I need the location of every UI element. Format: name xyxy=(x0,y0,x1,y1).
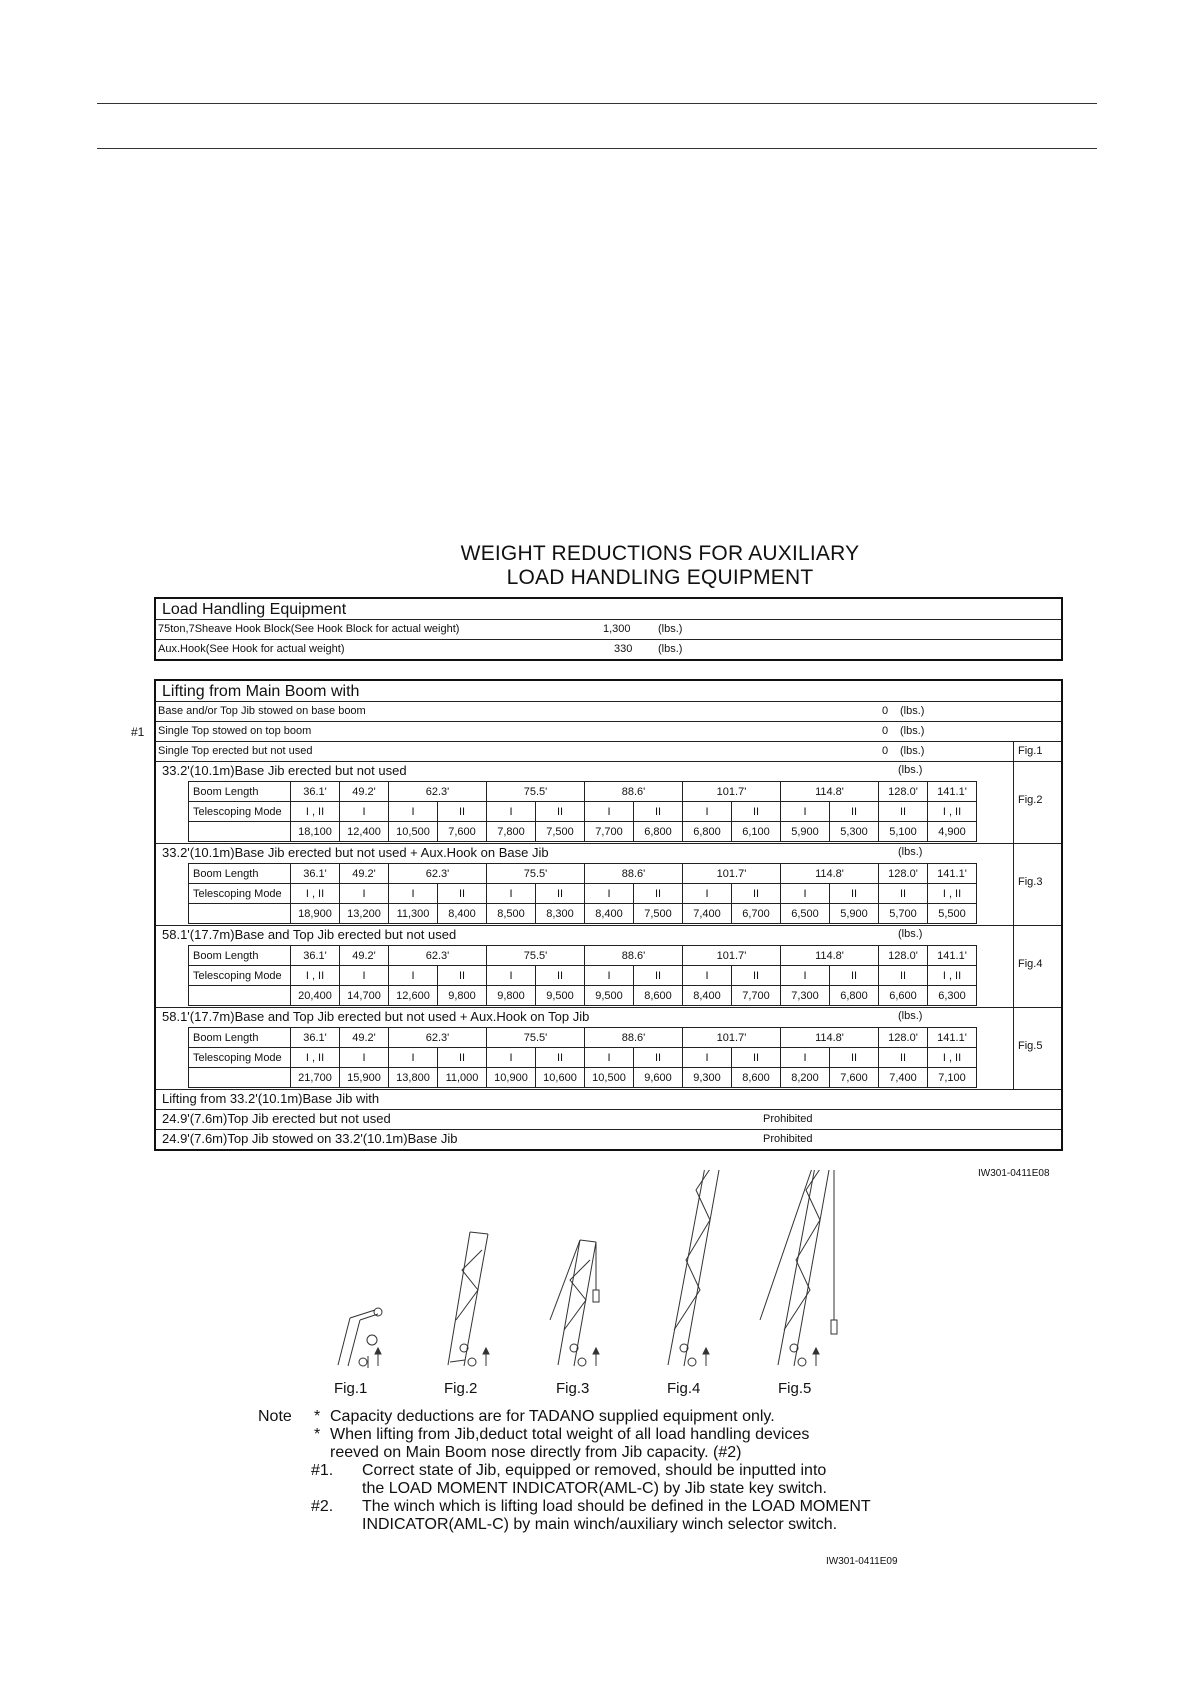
boom-length-cell: 36.1' xyxy=(291,782,340,802)
fig-label: Fig.4 xyxy=(1018,958,1043,970)
mode-cell: I xyxy=(389,1048,438,1068)
fig-name-4: Fig.4 xyxy=(667,1380,701,1397)
boom-length-cell: 114.8' xyxy=(781,864,879,884)
crane-figures xyxy=(300,1170,900,1390)
mode-cell: I xyxy=(487,966,536,986)
boom-length-cell: 114.8' xyxy=(781,946,879,966)
boom-length-row xyxy=(189,864,977,884)
value-cell: 6,700 xyxy=(732,904,781,924)
boom-length-cell: 88.6' xyxy=(585,782,683,802)
fig-name-5: Fig.5 xyxy=(778,1380,812,1397)
value-cell: 8,400 xyxy=(585,904,634,924)
boom-length-cell: 36.1' xyxy=(291,864,340,884)
top-rule xyxy=(97,103,1097,104)
value-cell: 9,600 xyxy=(634,1068,683,1088)
main-boom-header: Lifting from Main Boom with xyxy=(156,681,1061,702)
boom-length-cell: 114.8' xyxy=(781,1028,879,1048)
boom-length-row xyxy=(189,946,977,966)
main-boom-row xyxy=(156,702,1061,722)
value-cell: 7,300 xyxy=(781,986,830,1006)
base-jib-header-row xyxy=(156,1090,1061,1110)
main-boom-unit: (lbs.) xyxy=(900,745,925,757)
boom-length-cell: 36.1' xyxy=(291,946,340,966)
value-cell: 12,600 xyxy=(389,986,438,1006)
mode-cell: I xyxy=(487,802,536,822)
value-label-blank xyxy=(189,904,291,924)
fig3-drawing xyxy=(550,1240,599,1366)
fig4-drawing xyxy=(668,1170,724,1366)
boom-length-cell: 49.2' xyxy=(340,946,389,966)
value-cell: 5,100 xyxy=(879,822,928,842)
mode-cell: I , II xyxy=(928,884,977,904)
fig-name-2: Fig.2 xyxy=(444,1380,478,1397)
main-boom-label: Single Top erected but not used xyxy=(158,745,313,757)
section-unit: (lbs.) xyxy=(898,1010,923,1022)
mode-cell: I xyxy=(585,966,634,986)
mode-cell: I xyxy=(683,802,732,822)
note-mark: * xyxy=(314,1408,321,1425)
boom-length-label: Boom Length xyxy=(189,864,291,884)
value-cell: 8,400 xyxy=(438,904,487,924)
value-label-blank xyxy=(189,986,291,1006)
value-cell: 7,700 xyxy=(732,986,781,1006)
value-cell: 7,500 xyxy=(536,822,585,842)
mode-cell: II xyxy=(438,802,487,822)
mode-cell: I xyxy=(781,802,830,822)
mode-cell: I , II xyxy=(928,802,977,822)
boom-length-label: Boom Length xyxy=(189,946,291,966)
note-line: When lifting from Jib,deduct total weight of all load handling devices xyxy=(330,1426,810,1443)
value-cell: 6,500 xyxy=(781,904,830,924)
mode-cell: II xyxy=(438,884,487,904)
main-boom-value: 0 xyxy=(882,705,889,717)
value-cell: 9,800 xyxy=(487,986,536,1006)
main-boom-unit: (lbs.) xyxy=(900,725,925,737)
boom-length-cell: 75.5' xyxy=(487,946,585,966)
boom-length-row xyxy=(189,782,977,802)
boom-length-cell: 62.3' xyxy=(389,946,487,966)
telescoping-mode-label: Telescoping Mode xyxy=(189,966,291,986)
capacity-section xyxy=(156,762,1061,844)
base-jib-value: Prohibited xyxy=(763,1133,813,1145)
mode-cell: II xyxy=(732,966,781,986)
mode-cell: II xyxy=(634,884,683,904)
value-cell: 8,300 xyxy=(536,904,585,924)
value-cell: 5,900 xyxy=(830,904,879,924)
mode-cell: I xyxy=(340,884,389,904)
document-code-1: IW301-0411E08 xyxy=(978,1168,1050,1179)
base-jib-header: Lifting from 33.2'(10.1m)Base Jib with xyxy=(162,1091,380,1106)
mode-cell: II xyxy=(879,802,928,822)
value-cell: 18,900 xyxy=(291,904,340,924)
value-cell: 7,600 xyxy=(830,1068,879,1088)
mode-cell: I xyxy=(585,802,634,822)
value-cell: 6,100 xyxy=(732,822,781,842)
main-boom-box xyxy=(154,679,1063,1151)
boom-length-cell: 128.0' xyxy=(879,782,928,802)
base-jib-row xyxy=(156,1130,1061,1149)
fig-label: Fig.1 xyxy=(1018,745,1043,757)
note-line: reeved on Main Boom nose directly from Jib capacity. (#2) xyxy=(330,1444,742,1461)
value-label-blank xyxy=(189,1068,291,1088)
mode-cell: II xyxy=(879,966,928,986)
value-cell: 10,900 xyxy=(487,1068,536,1088)
value-cell: 5,300 xyxy=(830,822,879,842)
main-boom-unit: (lbs.) xyxy=(900,705,925,717)
capacity-table xyxy=(188,945,977,1006)
mode-cell: I , II xyxy=(291,884,340,904)
mode-cell: II xyxy=(536,884,585,904)
boom-length-cell: 141.1' xyxy=(928,1028,977,1048)
value-cell: 6,800 xyxy=(830,986,879,1006)
mode-cell: II xyxy=(536,1048,585,1068)
boom-length-cell: 114.8' xyxy=(781,782,879,802)
value-cell: 9,500 xyxy=(585,986,634,1006)
mode-cell: I xyxy=(487,1048,536,1068)
boom-length-cell: 36.1' xyxy=(291,1028,340,1048)
section-title: 58.1'(17.7m)Base and Top Jib erected but not used + Aux.Hook on Top Jib xyxy=(162,1009,590,1024)
boom-length-cell: 62.3' xyxy=(389,782,487,802)
value-cell: 10,600 xyxy=(536,1068,585,1088)
value-cell: 4,900 xyxy=(928,822,977,842)
value-cell: 8,400 xyxy=(683,986,732,1006)
value-cell: 15,900 xyxy=(340,1068,389,1088)
value-cell: 7,600 xyxy=(438,822,487,842)
telescoping-mode-row xyxy=(189,966,977,986)
value-cell: 7,800 xyxy=(487,822,536,842)
mode-cell: I xyxy=(340,802,389,822)
boom-length-cell: 62.3' xyxy=(389,1028,487,1048)
equipment-row xyxy=(156,640,1061,659)
value-cell: 5,900 xyxy=(781,822,830,842)
value-cell: 7,400 xyxy=(683,904,732,924)
mode-cell: I xyxy=(585,884,634,904)
mode-cell: II xyxy=(634,802,683,822)
value-cell: 7,400 xyxy=(879,1068,928,1088)
value-cell: 13,200 xyxy=(340,904,389,924)
boom-length-cell: 141.1' xyxy=(928,864,977,884)
value-cell: 21,700 xyxy=(291,1068,340,1088)
capacity-table xyxy=(188,781,977,842)
mode-cell: II xyxy=(830,802,879,822)
note-mark: #1. xyxy=(311,1462,334,1479)
telescoping-mode-label: Telescoping Mode xyxy=(189,884,291,904)
telescoping-mode-row xyxy=(189,884,977,904)
equipment-unit: (lbs.) xyxy=(658,643,683,655)
main-boom-row xyxy=(156,722,1061,742)
main-boom-value: 0 xyxy=(882,745,889,757)
note-line: Capacity deductions are for TADANO supplied equipment only. xyxy=(330,1408,775,1425)
mode-cell: I xyxy=(781,966,830,986)
equipment-unit: (lbs.) xyxy=(658,623,683,635)
note-line: The winch which is lifting load should be defined in the LOAD MOMENT xyxy=(362,1498,871,1515)
section-unit: (lbs.) xyxy=(898,764,923,776)
mode-cell: II xyxy=(879,884,928,904)
telescoping-mode-label: Telescoping Mode xyxy=(189,1048,291,1068)
main-boom-row xyxy=(156,742,1061,762)
note-line: INDICATOR(AML-C) by main winch/auxiliary winch selector switch. xyxy=(362,1516,838,1533)
boom-length-row xyxy=(189,1028,977,1048)
capacity-table xyxy=(188,863,977,924)
fig2-drawing xyxy=(448,1232,489,1366)
section-title: 33.2'(10.1m)Base Jib erected but not used + Aux.Hook on Base Jib xyxy=(162,845,549,860)
value-cell: 5,500 xyxy=(928,904,977,924)
value-cell: 8,500 xyxy=(487,904,536,924)
boom-length-cell: 101.7' xyxy=(683,782,781,802)
mode-cell: I , II xyxy=(291,966,340,986)
fig1-drawing xyxy=(338,1308,382,1368)
mode-cell: II xyxy=(634,1048,683,1068)
mode-cell: I xyxy=(389,802,438,822)
equipment-label: Aux.Hook(See Hook for actual weight) xyxy=(158,643,345,655)
mode-cell: I xyxy=(781,884,830,904)
mode-cell: II xyxy=(830,1048,879,1068)
mode-cell: II xyxy=(732,802,781,822)
fig-label: Fig.3 xyxy=(1018,876,1043,888)
mode-cell: II xyxy=(536,802,585,822)
capacity-section xyxy=(156,844,1061,926)
value-cell: 5,700 xyxy=(879,904,928,924)
value-cell: 9,300 xyxy=(683,1068,732,1088)
value-cell: 8,600 xyxy=(634,986,683,1006)
value-cell: 10,500 xyxy=(585,1068,634,1088)
mode-cell: II xyxy=(732,1048,781,1068)
boom-length-cell: 49.2' xyxy=(340,864,389,884)
mode-cell: I , II xyxy=(291,1048,340,1068)
boom-length-cell: 128.0' xyxy=(879,1028,928,1048)
value-cell: 7,500 xyxy=(634,904,683,924)
value-cell: 6,600 xyxy=(879,986,928,1006)
value-cell: 6,800 xyxy=(634,822,683,842)
boom-length-cell: 49.2' xyxy=(340,782,389,802)
boom-length-cell: 88.6' xyxy=(585,946,683,966)
capacity-sections xyxy=(156,762,1061,1090)
value-row xyxy=(189,1068,977,1088)
main-boom-value: 0 xyxy=(882,725,889,737)
mode-cell: I xyxy=(683,884,732,904)
boom-length-cell: 75.5' xyxy=(487,782,585,802)
boom-length-cell: 75.5' xyxy=(487,1028,585,1048)
mode-cell: I xyxy=(487,884,536,904)
boom-length-cell: 128.0' xyxy=(879,864,928,884)
main-boom-label: Base and/or Top Jib stowed on base boom xyxy=(158,705,366,717)
note-mark: #2. xyxy=(311,1498,334,1515)
equipment-header: Load Handling Equipment xyxy=(156,599,1061,620)
mode-cell: II xyxy=(438,1048,487,1068)
base-jib-label: 24.9'(7.6m)Top Jib erected but not used xyxy=(162,1111,391,1126)
boom-length-cell: 88.6' xyxy=(585,1028,683,1048)
value-cell: 6,300 xyxy=(928,986,977,1006)
mode-cell: II xyxy=(732,884,781,904)
boom-length-cell: 75.5' xyxy=(487,864,585,884)
mode-cell: I xyxy=(340,966,389,986)
mode-cell: I xyxy=(585,1048,634,1068)
mode-cell: I xyxy=(781,1048,830,1068)
capacity-section xyxy=(156,926,1061,1008)
equipment-value: 1,300 xyxy=(603,623,631,635)
title-line-2: LOAD HANDLING EQUIPMENT xyxy=(506,566,814,589)
value-cell: 7,700 xyxy=(585,822,634,842)
section-unit: (lbs.) xyxy=(898,928,923,940)
value-cell: 12,400 xyxy=(340,822,389,842)
section-unit: (lbs.) xyxy=(898,846,923,858)
mode-cell: II xyxy=(879,1048,928,1068)
fig-name-3: Fig.3 xyxy=(556,1380,590,1397)
fig-label: Fig.5 xyxy=(1018,1040,1043,1052)
boom-length-label: Boom Length xyxy=(189,1028,291,1048)
telescoping-mode-label: Telescoping Mode xyxy=(189,802,291,822)
boom-length-cell: 141.1' xyxy=(928,946,977,966)
value-cell: 18,100 xyxy=(291,822,340,842)
capacity-section xyxy=(156,1008,1061,1090)
mode-cell: I xyxy=(683,1048,732,1068)
equipment-label: 75ton,7Sheave Hook Block(See Hook Block for actual weight) xyxy=(158,623,460,635)
mode-cell: I , II xyxy=(928,1048,977,1068)
value-cell: 7,100 xyxy=(928,1068,977,1088)
mode-cell: II xyxy=(634,966,683,986)
mode-cell: I , II xyxy=(291,802,340,822)
fig-label: Fig.2 xyxy=(1018,794,1043,806)
value-cell: 9,500 xyxy=(536,986,585,1006)
value-row xyxy=(189,822,977,842)
value-cell: 11,000 xyxy=(438,1068,487,1088)
value-cell: 20,400 xyxy=(291,986,340,1006)
capacity-table xyxy=(188,1027,977,1088)
boom-length-label: Boom Length xyxy=(189,782,291,802)
equipment-row xyxy=(156,620,1061,640)
boom-length-cell: 101.7' xyxy=(683,864,781,884)
mode-cell: I xyxy=(340,1048,389,1068)
mode-cell: II xyxy=(536,966,585,986)
section-title: 33.2'(10.1m)Base Jib erected but not used xyxy=(162,763,407,778)
value-cell: 9,800 xyxy=(438,986,487,1006)
note-label: Note xyxy=(258,1408,292,1425)
base-jib-row xyxy=(156,1110,1061,1130)
marker-1: #1 xyxy=(131,725,145,739)
value-cell: 8,600 xyxy=(732,1068,781,1088)
equipment-value: 330 xyxy=(614,643,633,655)
mode-cell: II xyxy=(438,966,487,986)
fig-name-1: Fig.1 xyxy=(334,1380,368,1397)
title-line-1: WEIGHT REDUCTIONS FOR AUXILIARY xyxy=(460,542,860,565)
boom-length-cell: 49.2' xyxy=(340,1028,389,1048)
boom-length-cell: 128.0' xyxy=(879,946,928,966)
value-row xyxy=(189,986,977,1006)
mode-cell: I xyxy=(389,966,438,986)
section-title: 58.1'(17.7m)Base and Top Jib erected but not used xyxy=(162,927,457,942)
second-rule xyxy=(97,148,1097,149)
mode-cell: II xyxy=(830,884,879,904)
mode-cell: II xyxy=(830,966,879,986)
telescoping-mode-row xyxy=(189,1048,977,1068)
page-title xyxy=(420,542,900,590)
value-cell: 14,700 xyxy=(340,986,389,1006)
mode-cell: I , II xyxy=(928,966,977,986)
value-cell: 10,500 xyxy=(389,822,438,842)
fig5-drawing xyxy=(760,1170,837,1366)
value-cell: 13,800 xyxy=(389,1068,438,1088)
value-cell: 11,300 xyxy=(389,904,438,924)
telescoping-mode-row xyxy=(189,802,977,822)
base-jib-label: 24.9'(7.6m)Top Jib stowed on 33.2'(10.1m)Base Jib xyxy=(162,1131,458,1146)
boom-length-cell: 141.1' xyxy=(928,782,977,802)
boom-length-cell: 101.7' xyxy=(683,1028,781,1048)
boom-length-cell: 88.6' xyxy=(585,864,683,884)
equipment-box xyxy=(154,597,1063,661)
boom-length-cell: 62.3' xyxy=(389,864,487,884)
note-line: the LOAD MOMENT INDICATOR(AML-C) by Jib state key switch. xyxy=(362,1480,827,1497)
value-row xyxy=(189,904,977,924)
base-jib-value: Prohibited xyxy=(763,1113,813,1125)
mode-cell: I xyxy=(683,966,732,986)
note-line: Correct state of Jib, equipped or removed, should be inputted into xyxy=(362,1462,827,1479)
value-label-blank xyxy=(189,822,291,842)
main-boom-label: Single Top stowed on top boom xyxy=(158,725,312,737)
document-code-2: IW301-0411E09 xyxy=(826,1556,898,1567)
value-cell: 6,800 xyxy=(683,822,732,842)
boom-length-cell: 101.7' xyxy=(683,946,781,966)
value-cell: 8,200 xyxy=(781,1068,830,1088)
mode-cell: I xyxy=(389,884,438,904)
note-mark: * xyxy=(314,1426,321,1443)
